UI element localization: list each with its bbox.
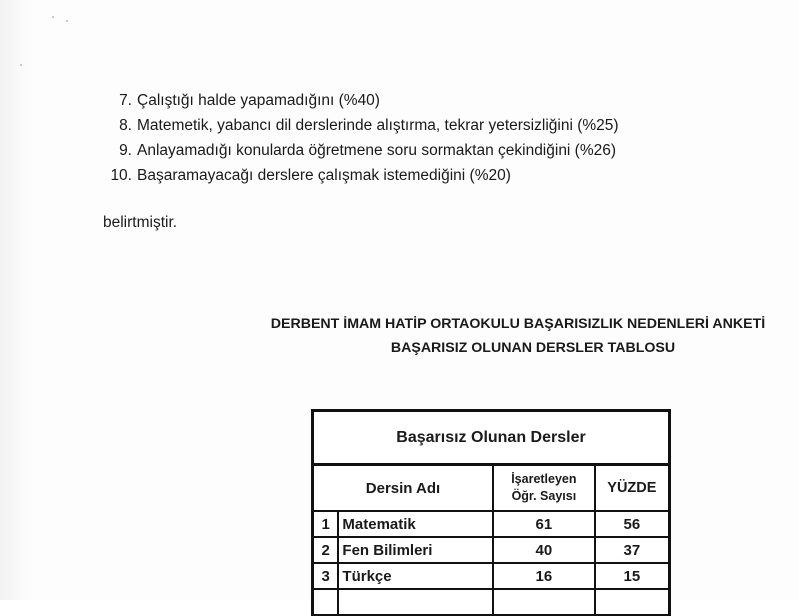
header-course-name: Dersin Adı [314, 466, 493, 511]
row-count: 61 [493, 511, 595, 537]
list-item [102, 163, 762, 188]
heading-line-1: DERBENT İMAM HATİP ORTAOKULU BAŞARISIZLIK NEDENLERİ ANKETİ [270, 316, 766, 332]
failed-courses-table [311, 409, 671, 616]
header-percent: YÜZDE [595, 466, 668, 511]
row-course: Fen Bilimleri [338, 537, 493, 563]
scan-edge-shadow [0, 0, 34, 600]
closing-text: belirtmiştir. [103, 214, 178, 231]
row-index [314, 589, 338, 615]
row-course: Türkçe [338, 563, 493, 589]
list-item-number: 7. [119, 92, 132, 109]
table-row [314, 511, 668, 537]
list-item-number: 8. [119, 117, 132, 134]
header-student-count [493, 466, 595, 511]
list-item-text: Çalıştığı halde yapamadığını (%40) [137, 92, 380, 109]
row-course [338, 589, 493, 615]
row-percent: 15 [595, 563, 668, 589]
list-item [102, 88, 762, 113]
row-count: 16 [493, 563, 595, 589]
table-title: Başarısız Olunan Dersler [314, 412, 668, 466]
row-index: 2 [314, 537, 338, 563]
survey-heading [238, 312, 798, 360]
table-header-row [314, 466, 668, 511]
table-row [314, 563, 668, 589]
scan-speck [52, 16, 54, 18]
scan-speck [66, 20, 68, 22]
list-item [102, 113, 762, 138]
heading-line-2: BAŞARISIZ OLUNAN DERSLER TABLOSU [390, 340, 676, 356]
row-percent: 37 [595, 537, 668, 563]
row-percent: 56 [595, 511, 668, 537]
header-count-line-1: İşaretleyen [511, 472, 577, 486]
row-index: 1 [314, 511, 338, 537]
list-item-number: 9. [119, 142, 132, 159]
table-row [314, 537, 668, 563]
list-item-text: Başaramayacağı derslere çalışmak istemediğini (%20) [137, 167, 511, 184]
courses-grid [314, 466, 668, 616]
list-item-text: Anlayamadığı konularda öğretmene soru sormaktan çekindiğini (%26) [137, 142, 617, 159]
row-course: Matematik [338, 511, 493, 537]
list-item-number: 10. [110, 167, 132, 184]
row-count [493, 589, 595, 615]
row-index: 3 [314, 563, 338, 589]
header-count-line-2: Öğr. Sayısı [511, 489, 577, 503]
row-count: 40 [493, 537, 595, 563]
list-item-text: Matemetik, yabancı dil derslerinde alıştırma, tekrar yetersizliğini (%25) [137, 117, 619, 134]
table-row-partial [314, 589, 668, 615]
list-item [102, 138, 762, 163]
reasons-list [102, 88, 762, 188]
scan-speck [20, 64, 22, 66]
row-percent [595, 589, 668, 615]
